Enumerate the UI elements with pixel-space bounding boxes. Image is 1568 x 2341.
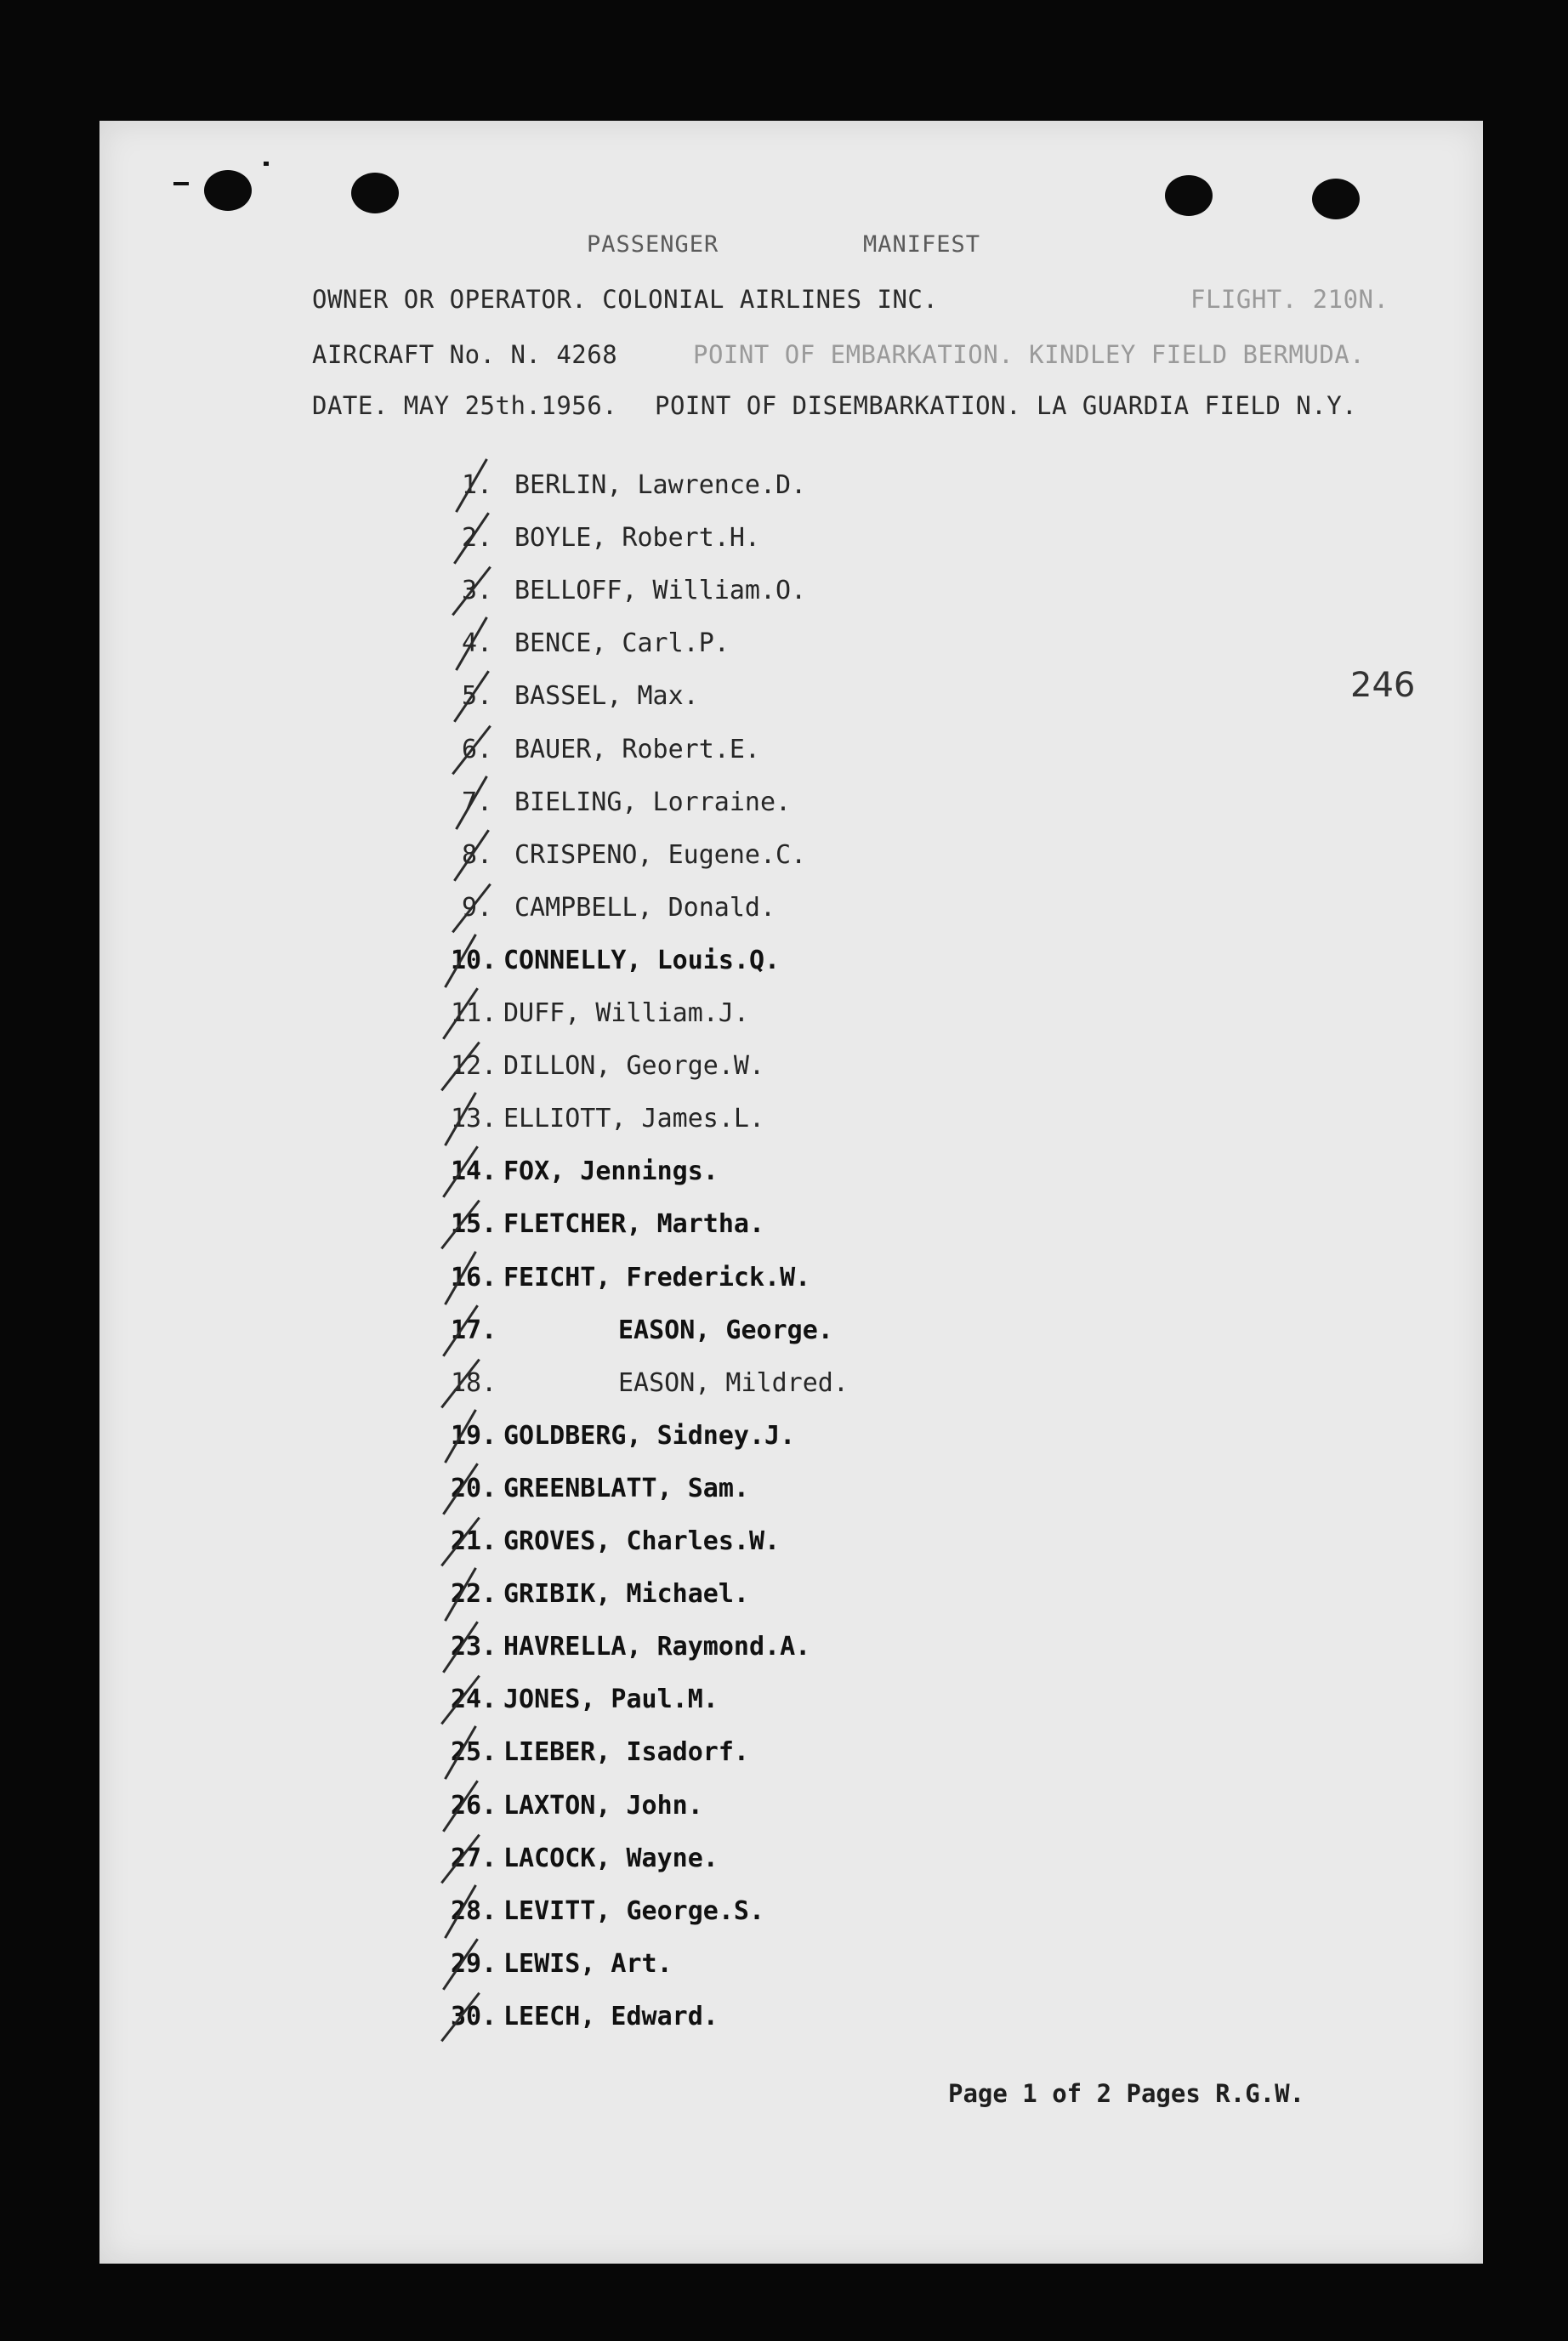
passenger-name: GREENBLATT, Sam. — [503, 1474, 749, 1503]
passenger-name: ELLIOTT, James.L. — [503, 1104, 765, 1134]
passenger-number: 15. — [451, 1209, 497, 1239]
passenger-number: 7. — [462, 787, 493, 817]
passenger-row — [451, 1526, 780, 1560]
passenger-number: 21. — [451, 1526, 497, 1556]
passenger-name: LIEBER, Isadorf. — [503, 1737, 749, 1767]
passenger-row — [462, 681, 699, 715]
passenger-row — [451, 946, 780, 980]
passenger-row — [451, 1685, 719, 1719]
passenger-number: 3. — [462, 576, 493, 605]
passenger-name: DUFF, William.J. — [503, 998, 749, 1028]
passenger-name: LACOCK, Wayne. — [503, 1844, 719, 1873]
passenger-name: LEVITT, George.S. — [503, 1896, 765, 1926]
passenger-row — [451, 1844, 719, 1878]
punch-hole — [351, 173, 399, 213]
passenger-name: JONES, Paul.M. — [503, 1685, 719, 1714]
passenger-name: BERLIN, Lawrence.D. — [514, 470, 807, 500]
ink-speck — [173, 182, 189, 185]
passenger-name: LEWIS, Art. — [503, 1949, 673, 1979]
passenger-name: BELLOFF, William.O. — [514, 576, 807, 605]
owner-operator-line: OWNER OR OPERATOR. COLONIAL AIRLINES INC. — [312, 285, 939, 314]
passenger-number: 20. — [451, 1474, 497, 1503]
aircraft-line: AIRCRAFT No. N. 4268 — [312, 340, 618, 369]
disembarkation-point: POINT OF DISEMBARKATION. LA GUARDIA FIELD N.Y. — [655, 391, 1358, 420]
passenger-name: HAVRELLA, Raymond.A. — [503, 1632, 811, 1662]
passenger-number: 18. — [451, 1368, 497, 1398]
passenger-row — [462, 893, 775, 927]
passenger-name: FOX, Jennings. — [503, 1156, 719, 1186]
passenger-row — [451, 1209, 764, 1243]
passenger-row — [462, 470, 806, 504]
passenger-number: 9. — [462, 893, 493, 923]
passenger-name: EASON, Mildred. — [618, 1368, 849, 1398]
passenger-number: 29. — [451, 1949, 497, 1979]
passenger-row — [451, 2002, 719, 2036]
manifest-sheet — [99, 121, 1483, 2264]
punch-hole — [1165, 175, 1213, 216]
passenger-name: BASSEL, Max. — [514, 681, 699, 711]
passenger-name: EASON, George. — [618, 1315, 833, 1345]
passenger-name: BAUER, Robert.E. — [514, 735, 760, 764]
passenger-number: 2. — [462, 523, 493, 553]
passenger-number: 22. — [451, 1579, 497, 1609]
passenger-number: 25. — [451, 1737, 497, 1767]
passenger-number: 6. — [462, 735, 493, 764]
passenger-name: LAXTON, John. — [503, 1791, 703, 1821]
passenger-name: CRISPENO, Eugene.C. — [514, 840, 807, 870]
passenger-row — [451, 1421, 795, 1455]
passenger-number: 5. — [462, 681, 493, 711]
passenger-row — [451, 1315, 833, 1349]
passenger-row — [451, 1156, 719, 1190]
passenger-number: 1. — [462, 470, 493, 500]
passenger-row — [462, 628, 730, 662]
passenger-name: FEICHT, Frederick.W. — [503, 1263, 811, 1293]
passenger-number: 8. — [462, 840, 493, 870]
passenger-row — [462, 787, 791, 821]
page-footer: Page 1 of 2 Pages R.G.W. — [948, 2079, 1305, 2108]
passenger-row — [451, 1474, 749, 1508]
passenger-row — [451, 1632, 810, 1666]
punch-hole — [1312, 179, 1360, 219]
passenger-number: 19. — [451, 1421, 497, 1451]
passenger-name: LEECH, Edward. — [503, 2002, 719, 2031]
passenger-name: GOLDBERG, Sidney.J. — [503, 1421, 796, 1451]
passenger-name: GROVES, Charles.W. — [503, 1526, 781, 1556]
passenger-row — [462, 576, 806, 610]
passenger-number: 10. — [451, 946, 497, 975]
handwritten-page-number: 246 — [1350, 666, 1416, 705]
passenger-row — [451, 1263, 810, 1297]
passenger-row — [451, 1368, 849, 1402]
passenger-number: 30. — [451, 2002, 497, 2031]
passenger-number: 16. — [451, 1263, 497, 1293]
passenger-row — [451, 1896, 764, 1930]
passenger-name: DILLON, George.W. — [503, 1051, 765, 1081]
passenger-number: 24. — [451, 1685, 497, 1714]
passenger-row — [462, 735, 760, 769]
passenger-row — [451, 1791, 703, 1825]
passenger-number: 14. — [451, 1156, 497, 1186]
passenger-row — [451, 998, 749, 1032]
flight-number: FLIGHT. 210N. — [1190, 285, 1389, 314]
embarkation-point: POINT OF EMBARKATION. KINDLEY FIELD BERMUDA. — [693, 340, 1366, 369]
passenger-row — [462, 840, 806, 874]
passenger-number: 11. — [451, 998, 497, 1028]
passenger-row — [462, 523, 760, 557]
passenger-number: 26. — [451, 1791, 497, 1821]
passenger-number: 12. — [451, 1051, 497, 1081]
passenger-row — [451, 1949, 673, 1983]
passenger-number: 13. — [451, 1104, 497, 1134]
passenger-number: 28. — [451, 1896, 497, 1926]
manifest-title: PASSENGER — [587, 231, 719, 258]
passenger-number: 17. — [451, 1315, 497, 1345]
passenger-name: BENCE, Carl.P. — [514, 628, 730, 658]
manifest-title-right: MANIFEST — [863, 231, 981, 258]
passenger-name: FLETCHER, Martha. — [503, 1209, 765, 1239]
passenger-number: 27. — [451, 1844, 497, 1873]
passenger-name: GRIBIK, Michael. — [503, 1579, 749, 1609]
passenger-number: 23. — [451, 1632, 497, 1662]
passenger-row — [451, 1104, 764, 1138]
passenger-row — [451, 1579, 749, 1613]
passenger-row — [451, 1737, 749, 1771]
passenger-name: BOYLE, Robert.H. — [514, 523, 760, 553]
passenger-name: CONNELLY, Louis.Q. — [503, 946, 781, 975]
punch-hole — [204, 170, 252, 211]
passenger-number: 4. — [462, 628, 493, 658]
passenger-row — [451, 1051, 764, 1085]
ink-speck — [264, 162, 269, 166]
passenger-name: BIELING, Lorraine. — [514, 787, 792, 817]
date-line: DATE. MAY 25th.1956. — [312, 391, 618, 420]
passenger-name: CAMPBELL, Donald. — [514, 893, 776, 923]
